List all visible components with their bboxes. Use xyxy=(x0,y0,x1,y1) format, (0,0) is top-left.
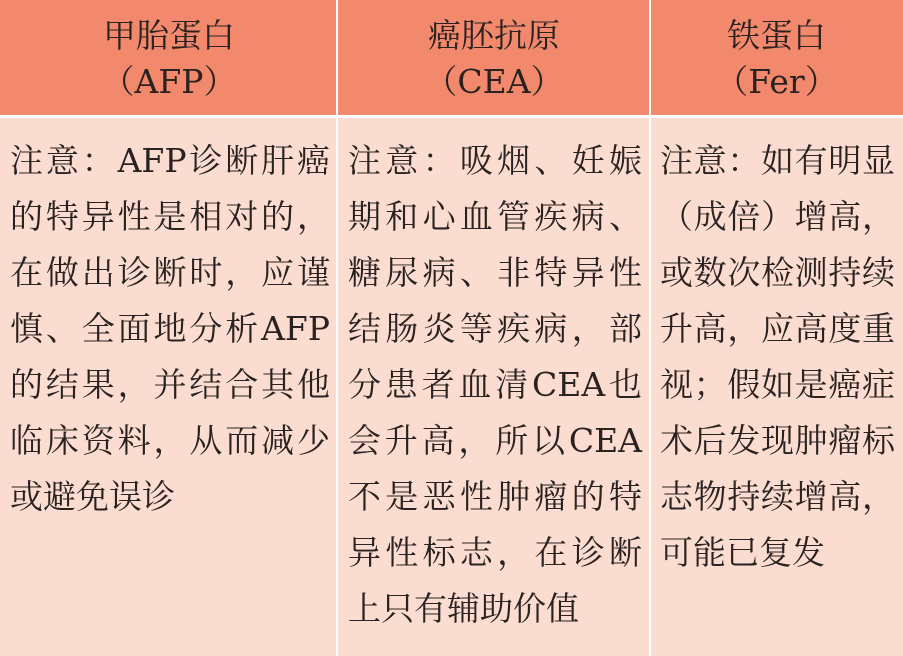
header-cell-cea xyxy=(338,0,650,117)
header-cell-fer xyxy=(650,0,903,117)
note-cell-afp: 注意：AFP诊断肝癌的特异性是相对的，在做出诊断时，应谨慎、全面地分析AFP的结果，并结合其他临床资料，从而减少或避免误诊 xyxy=(10,141,330,516)
header-abbr: （Fer） xyxy=(715,61,838,101)
table-header-row xyxy=(0,0,903,117)
header-title: 铁蛋白 xyxy=(727,15,826,55)
note-cell-cea: 注意：吸烟、妊娠期和心血管疾病、糖尿病、非特异性结肠炎等疾病，部分患者血清CEA也会升高，所以CEA不是恶性肿瘤的特异性标志，在诊断上只有辅助价值 xyxy=(348,141,642,628)
column-divider xyxy=(649,0,651,656)
note-cell-fer: 注意：如有明显（成倍）增高，或数次检测持续升高，应高度重视；假如是癌症术后发现肿瘤标志物持续增高，可能已复发 xyxy=(660,141,895,572)
header-cell-afp xyxy=(0,0,338,117)
header-abbr: （AFP） xyxy=(101,61,237,101)
header-abbr: （CEA） xyxy=(424,61,564,101)
table-body-row xyxy=(0,117,903,656)
header-divider xyxy=(0,115,903,118)
header-title: 甲胎蛋白 xyxy=(103,15,235,55)
column-divider xyxy=(336,0,338,656)
header-title: 癌胚抗原 xyxy=(428,15,560,55)
